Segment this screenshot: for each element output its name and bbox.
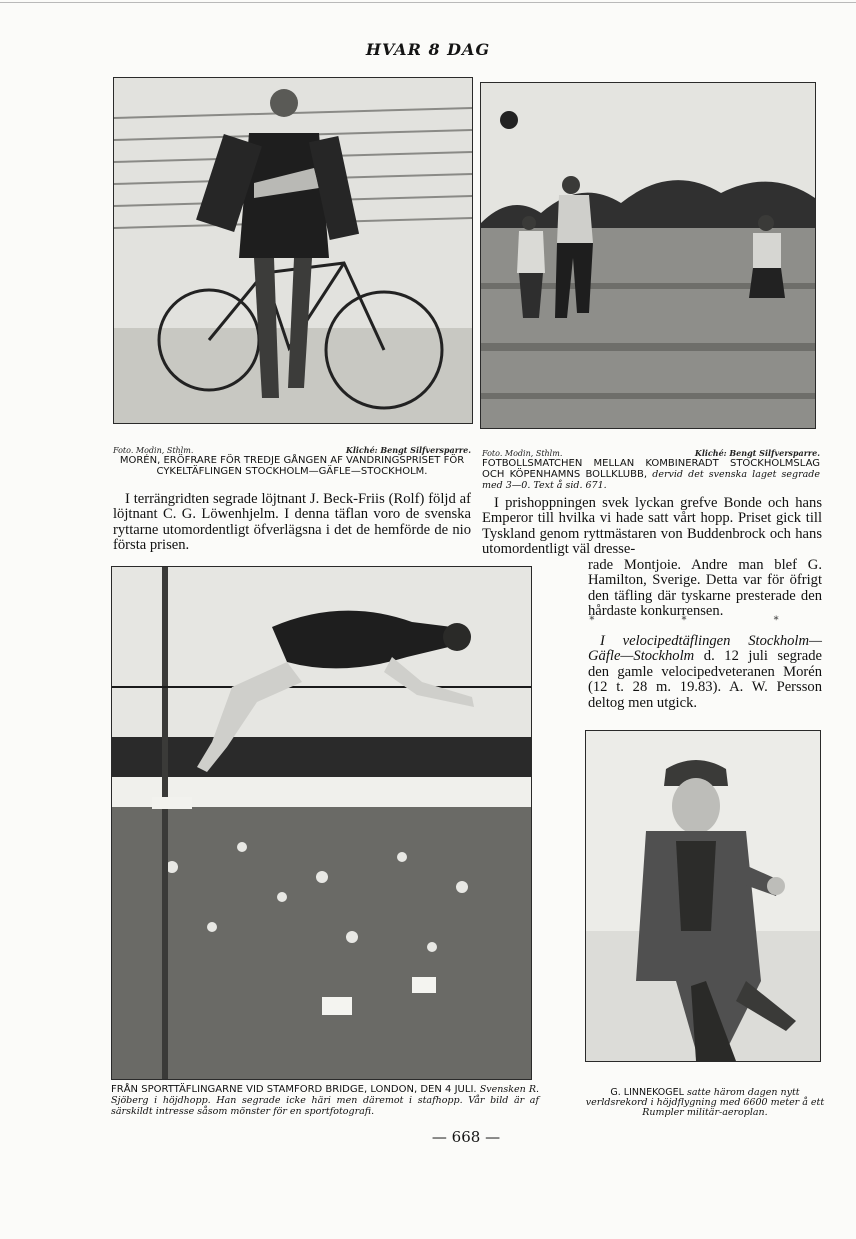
photo-cyclist	[113, 77, 473, 424]
credit-cyclist-photographer: Foto. Modin, Sthlm.	[113, 446, 194, 455]
credit-cyclist-cliche: Kliché: Bengt Silfversparre.	[345, 445, 471, 455]
caption-football	[482, 458, 820, 491]
article-jump-text-b: rade Montjoie. Andre man blef G. Hamilton, Sverige. Detta var för öfrigt den täfling där tyskarne presterade den hårdaste konkurrensen.	[588, 557, 822, 620]
football-image	[481, 83, 815, 428]
caption-cyclist: MORÉN, ERÖFRARE FÖR TREDJE GÅNGEN AF VANDRINGSPRISET FÖR CYKELTÄFLINGEN STOCKHOLM—GÄFLE—STOCKHOLM.	[119, 455, 465, 477]
article-jump-bottom	[588, 558, 822, 620]
top-rule	[0, 2, 856, 3]
article-velo-rest: d. 12 juli segrade den gamle velocipedveteranen Morén (12 t. 28 m. 19.83). A. W. Persson deltog men utgick.	[588, 648, 822, 711]
article-terrain	[113, 492, 471, 554]
page-number: — 668 —	[431, 1128, 501, 1146]
article-velo	[588, 634, 822, 711]
highjump-image	[112, 567, 531, 1079]
credit-football-cliche: Kliché: Bengt Silfversparre.	[694, 448, 820, 458]
caption-highjump	[111, 1084, 539, 1117]
credit-football-photographer: Foto. Modin, Sthlm.	[482, 449, 563, 458]
caption-highjump-italic: Svensken R. Sjöberg i höjdhopp. Han segrade icke häri men däremot i stafhopp. Vår bild är af särskildt intresse såsom mönster för en sportfotografi.	[111, 1084, 540, 1117]
caption-football-caps: FOTBOLLSMATCHEN MELLAN KOMBINERADT STOCKHOLMSLAG OCH KÖPENHAMNS BOLLKLUBB,	[482, 458, 820, 480]
photo-aviator	[585, 730, 821, 1062]
aviator-image	[586, 731, 820, 1061]
article-jump-top	[482, 496, 822, 558]
article-terrain-text: I terrängridten segrade löjtnant J. Beck-Friis (Rolf) följd af löjtnant C. G. Löwenhjelm. I denna täflan voro de svenska ryttarne utomordentligt öfverlägsna i det de hemförde de nio första prisen.	[113, 491, 471, 554]
caption-aviator-italic: satte härom dagen nytt verldsrekord i höjdflygning med 6600 meter å ett Rumpler militär-aeroplan.	[585, 1087, 825, 1118]
article-jump-text-a: I prishoppningen svek lyckan grefve Bonde och hans Emperor till hvilka vi hade satt vårt hopp. Priset gick till Tyskland genom ryttmästaren von Buddenbrock och hans utomordentligt väl dresse-	[482, 495, 822, 558]
article-velo-para	[588, 634, 822, 711]
section-separator: * * *	[589, 615, 821, 626]
caption-football-italic: dervid det svenska laget segrade med 3—0. Text å sid. 671.	[482, 469, 820, 491]
cyclist-image	[114, 78, 472, 423]
page-header: HVAR 8 DAG	[365, 40, 491, 59]
photo-highjump	[111, 566, 532, 1080]
caption-aviator	[585, 1088, 825, 1118]
article-velo-lead: I velocipedtäflingen Stockholm—Gäfle—Stockholm	[588, 633, 822, 665]
caption-highjump-caps: FRÅN SPORTTÄFLINGARNE VID STAMFORD BRIDGE, LONDON, DEN 4 JULI.	[111, 1084, 477, 1095]
caption-aviator-caps: G. LINNEKOGEL	[610, 1087, 684, 1098]
photo-football	[480, 82, 816, 429]
